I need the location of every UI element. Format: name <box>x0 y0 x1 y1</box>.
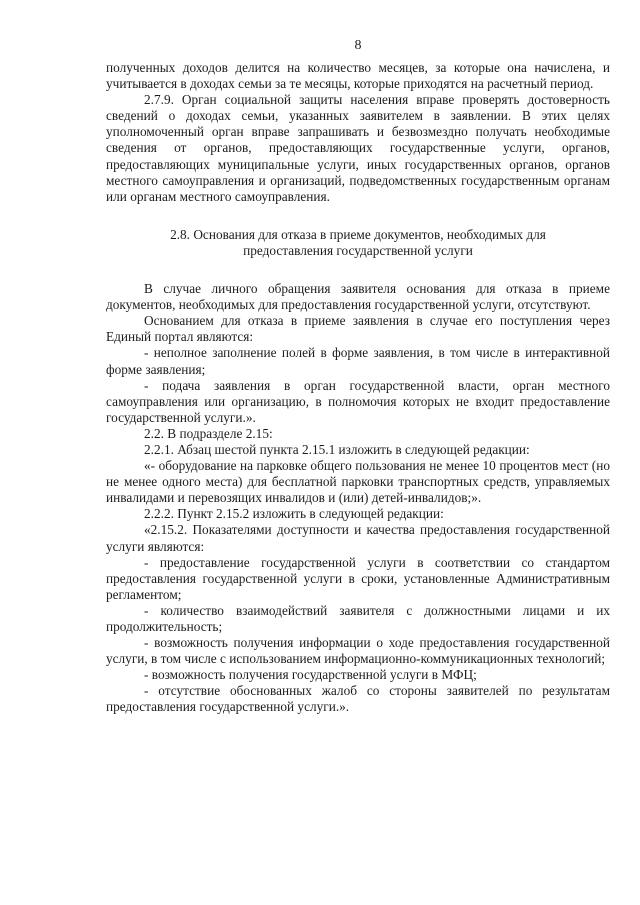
list-item: - предоставление государственной услуги в соответствии со стандартом предоставления государственной услуги в сроки, установленные Административным регламентом; <box>106 554 610 602</box>
paragraph: «- оборудование на парковке общего пользования не менее 10 процентов мест (но не менее одного места) для бесплатной парковки транспортных средств, управляемых инвалидами и перевозящих инвалидов и (или) детей-инвалидов;». <box>106 458 610 506</box>
paragraph: «2.15.2. Показателями доступности и качества предоставления государственной услуги являются: <box>106 522 610 554</box>
section-heading-line-2: предоставления государственной услуги <box>243 242 473 258</box>
section-heading-2-8 <box>106 227 610 259</box>
page-number: 8 <box>354 38 362 53</box>
section-heading-line-1: 2.8. Основания для отказа в приеме документов, необходимых для <box>170 226 546 242</box>
list-item: - отсутствие обоснованных жалоб со стороны заявителей по результатам предоставления государственной услуги.». <box>106 683 610 715</box>
paragraph: В случае личного обращения заявителя основания для отказа в приеме документов, необходимых для предоставления государственной услуги, отсутствуют. <box>106 281 610 313</box>
list-item: - возможность получения государственной услуги в МФЦ; <box>144 667 477 683</box>
paragraph: Основанием для отказа в приеме заявления в случае его поступления через Единый портал являются: <box>106 313 610 345</box>
list-item: - количество взаимодействий заявителя с должностными лицами и их продолжительность; <box>106 602 610 634</box>
list-item: - неполное заполнение полей в форме заявления, в том числе в интерактивной форме заявления; <box>106 345 610 377</box>
list-item: - возможность получения информации о ходе предоставления государственной услуги, в том числе с использованием информационно-коммуникационных технологий; <box>106 635 610 667</box>
paragraph: 2.2.2. Пункт 2.15.2 изложить в следующей редакции: <box>144 506 444 522</box>
paragraph: 2.2.1. Абзац шестой пункта 2.15.1 изложить в следующей редакции: <box>144 441 530 457</box>
paragraph-2-7-9: 2.7.9. Орган социальной защиты населения вправе проверять достоверность сведений о доходах семьи, указанных заявителем в заявлении. В этих целях уполномоченный орган вправе запрашивать и безвозмездно получать необходимые сведения от органов, предоставляющих государственные услуги, органов, предоставляющих муниципальные услуги, иных государственных органов, органов местного самоуправления и организаций, подведомственных государственным органам или органам местного самоуправления. <box>106 92 610 204</box>
list-item: - подача заявления в орган государственной власти, орган местного самоуправления или организацию, в полномочия которых не входит предоставление государственной услуги.». <box>106 377 610 425</box>
body-before-heading <box>106 60 610 205</box>
paragraph-continuation: полученных доходов делится на количество месяцев, за которые она начислена, и учитывается в доходах семьи за те месяцы, которые приходятся на расчетный период. <box>106 60 610 92</box>
paragraph: 2.2. В подразделе 2.15: <box>144 425 273 441</box>
body-after-heading <box>106 281 610 716</box>
